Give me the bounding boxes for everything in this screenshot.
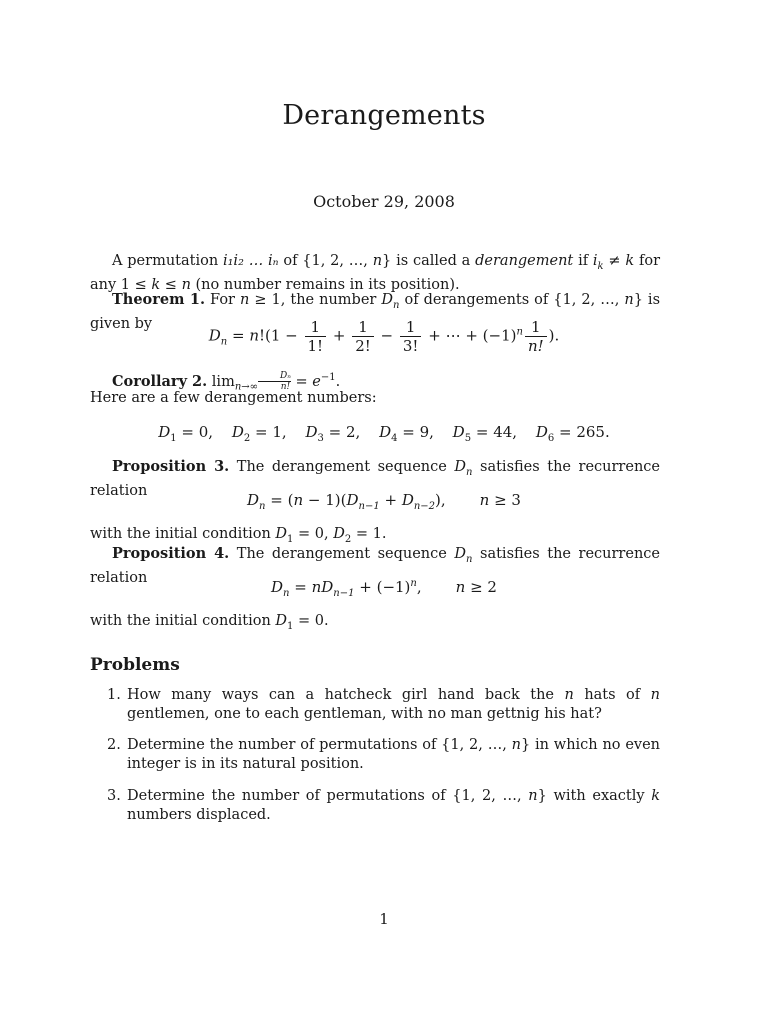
- exponent-n: n: [410, 578, 417, 589]
- var-n: n: [293, 491, 304, 509]
- problem-text: Determine the number of permutations of {1, 2, …,: [127, 737, 512, 753]
- subscript: n−1: [333, 588, 355, 599]
- ic-value: = 0.: [293, 613, 329, 629]
- formula-part: + ⋯ + (−1): [423, 326, 517, 345]
- subscript: 3: [317, 433, 324, 444]
- eq-part: =: [289, 578, 312, 596]
- numerator: Dₙ: [258, 371, 291, 382]
- recurrence-4: [0, 578, 768, 599]
- denominator: n!: [280, 382, 291, 393]
- intro-text: ≠: [603, 253, 626, 269]
- proposition-text: The derangement sequence: [229, 459, 455, 475]
- subscript-n: n: [466, 553, 473, 565]
- eq-part: = (: [265, 491, 294, 509]
- fraction-4: [525, 318, 547, 355]
- ic-text: with the initial condition: [90, 526, 276, 542]
- var-D: D: [275, 526, 288, 542]
- numerator: 1: [400, 318, 422, 337]
- var-k: k: [651, 788, 660, 804]
- value-D4: $D_4 = 9$,: [379, 423, 434, 444]
- var-n: n: [372, 253, 383, 269]
- equals-sign: =: [227, 326, 250, 345]
- corollary-label: Corollary 2.: [112, 372, 208, 390]
- var-k: k: [151, 276, 161, 293]
- problem-text: } with exactly: [537, 788, 652, 804]
- value: 265.: [576, 423, 610, 441]
- problem-text: How many ways can a hatcheck girl hand back the: [127, 687, 565, 703]
- var-D: D: [158, 423, 171, 441]
- recurrence-3: [0, 491, 768, 512]
- eq-part: − 1)(: [303, 491, 347, 509]
- var-D: D: [379, 423, 392, 441]
- derangement-values: [0, 423, 768, 444]
- intro-text: ≤: [160, 276, 182, 293]
- value: 1,: [272, 423, 287, 441]
- problem-text: numbers displaced.: [127, 807, 271, 823]
- var-n: n: [455, 578, 466, 596]
- proposition-text: satisfies the recurrence relation: [90, 459, 660, 499]
- var-n: n: [479, 491, 490, 509]
- problem-item: [107, 787, 660, 825]
- var-D: D: [401, 491, 414, 509]
- subscript: 2: [344, 533, 352, 545]
- document-title: Derangements: [282, 100, 486, 131]
- problem-number: 3.: [107, 788, 121, 804]
- var-D: D: [247, 491, 260, 509]
- formula-part: !(1 −: [258, 326, 303, 345]
- ic-value: = 1.: [351, 526, 387, 542]
- value: 9,: [419, 423, 434, 441]
- subscript: 1: [287, 533, 294, 545]
- var-D: D: [231, 423, 244, 441]
- numerator: 1: [305, 318, 327, 337]
- few-numbers-intro: Here are a few derangement numbers:: [90, 390, 377, 406]
- corollary-rhs: = e: [290, 373, 321, 390]
- intro-text: of {1, 2, …,: [278, 253, 373, 269]
- ic-value: = 0,: [293, 526, 334, 542]
- exponent: −1: [320, 372, 336, 383]
- plus-sign: +: [328, 326, 351, 345]
- value-D2: $D_2 = 1$,: [231, 423, 287, 444]
- eq-part: ),: [435, 491, 446, 509]
- var-D: D: [535, 423, 548, 441]
- var-n: n: [511, 737, 521, 753]
- term-derangement: derangement: [475, 253, 574, 269]
- intro-text: } is called a: [382, 253, 476, 269]
- problem-number: 2.: [107, 737, 121, 753]
- var-D: D: [381, 292, 394, 308]
- numerator: 1: [525, 318, 547, 337]
- fraction-3: [400, 318, 422, 355]
- theorem-text: } is given by: [90, 292, 661, 332]
- subscript-n: n: [220, 336, 228, 348]
- value-D6: $D_6 = 265$.: [535, 423, 610, 444]
- lim-operator: lim: [207, 373, 235, 390]
- eq-part: +: [379, 491, 402, 509]
- problem-text: gentlemen, one to each gentleman, with no man gettnig his hat?: [127, 706, 602, 722]
- subscript: n: [283, 588, 290, 599]
- fraction-1: [305, 318, 327, 355]
- problem-item: [107, 686, 660, 724]
- denominator: n!: [527, 337, 544, 355]
- var-n: n: [240, 292, 250, 308]
- intro-paragraph: [90, 252, 660, 295]
- var-D: D: [333, 526, 345, 542]
- subscript: 4: [391, 433, 398, 444]
- var-n: n: [181, 276, 191, 293]
- proposition-text: satisfies the recurrence relation: [90, 546, 660, 586]
- proposition-label: Proposition 4.: [112, 545, 230, 562]
- permutation-symbol: i₁i₂ … iₙ: [222, 253, 279, 269]
- intro-text: (no number remains in its position).: [190, 276, 460, 293]
- value: 0,: [198, 423, 214, 441]
- value: 2,: [345, 423, 361, 441]
- condition: ≥ 2: [465, 578, 497, 596]
- derangement-formula: [0, 318, 768, 355]
- var-n: n: [528, 788, 538, 804]
- theorem-text: For: [205, 292, 240, 308]
- var-i: i: [592, 253, 598, 269]
- subscript: 1: [287, 620, 294, 632]
- var-D: D: [452, 423, 465, 441]
- initial-condition-4: [90, 612, 660, 636]
- problem-text: hats of: [573, 687, 651, 703]
- subscript-k: k: [597, 260, 604, 272]
- value: 44,: [493, 423, 518, 441]
- subscript: n: [259, 501, 266, 512]
- theorem-text: of derangements of {1, 2, …,: [399, 292, 625, 308]
- subscript: 6: [547, 433, 555, 444]
- problem-text: } in which no even integer is in its natural position.: [127, 737, 661, 772]
- problems-heading: Problems: [90, 655, 180, 675]
- lim-subscript: n→∞: [234, 381, 258, 393]
- var-D: D: [275, 613, 288, 629]
- intro-text: for any 1 ≤: [90, 253, 661, 293]
- page-number: 1: [379, 910, 389, 928]
- var-k: k: [625, 253, 635, 269]
- var-nD: nD: [311, 578, 334, 596]
- value-D1: $D_1 = 0$,: [158, 423, 214, 444]
- subscript: n−2: [413, 501, 436, 512]
- document-date: October 29, 2008: [313, 192, 455, 211]
- ic-text: with the initial condition: [90, 613, 276, 629]
- numerator: 1: [352, 318, 374, 337]
- problem-number: 1.: [107, 687, 121, 703]
- period: .: [335, 373, 341, 390]
- var-n: n: [624, 292, 634, 308]
- subscript-n: n: [466, 466, 473, 478]
- problem-item: [107, 736, 660, 774]
- var-n: n: [650, 687, 660, 703]
- var-D: D: [271, 578, 284, 596]
- var-D: D: [454, 459, 467, 475]
- subscript: 5: [464, 433, 472, 444]
- exponent-n: n: [516, 326, 523, 338]
- subscript: n−1: [358, 501, 380, 512]
- theorem-text: ≥ 1, the number: [249, 292, 382, 308]
- value-D5: $D_5 = 44$,: [452, 423, 518, 444]
- problem-text: Determine the number of permutations of {1, 2, …,: [127, 788, 529, 804]
- subscript: 2: [243, 433, 251, 444]
- eq-part: ,: [416, 578, 422, 596]
- var-D: D: [305, 423, 318, 441]
- var-D: D: [208, 326, 221, 345]
- minus-sign: −: [375, 326, 398, 345]
- intro-text: A permutation: [112, 253, 223, 269]
- fraction-2: [352, 318, 374, 355]
- var-n: n: [564, 687, 574, 703]
- proposition-text: The derangement sequence: [229, 546, 455, 562]
- subscript: 1: [170, 433, 177, 444]
- var-D: D: [454, 546, 467, 562]
- formula-part: ).: [548, 326, 560, 345]
- theorem-label: Theorem 1.: [112, 291, 206, 308]
- var-n: n: [249, 326, 259, 345]
- denominator: 1!: [307, 337, 324, 355]
- value-D3: $D_3 = 2$,: [305, 423, 361, 444]
- subscript-n: n: [393, 299, 400, 311]
- denominator: 2!: [355, 337, 371, 355]
- var-D: D: [346, 491, 359, 509]
- intro-text: if: [573, 253, 593, 269]
- eq-part: + (−1): [354, 578, 411, 596]
- denominator: 3!: [402, 337, 419, 355]
- condition: ≥ 3: [489, 491, 521, 509]
- proposition-label: Proposition 3.: [112, 458, 230, 475]
